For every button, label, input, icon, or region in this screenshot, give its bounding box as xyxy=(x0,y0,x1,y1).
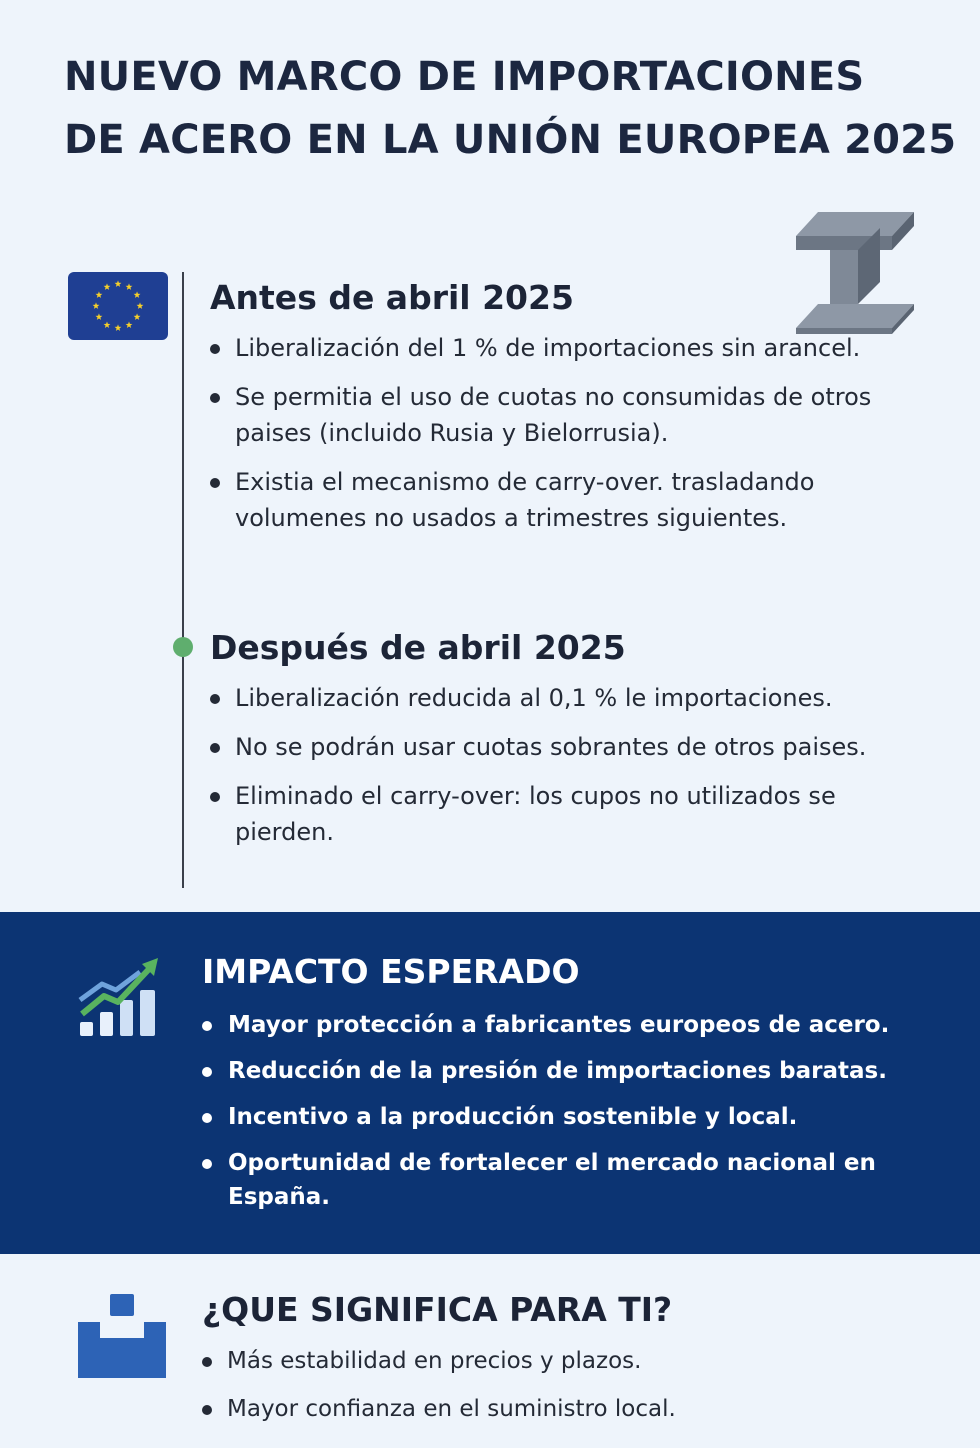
list-item: Liberalización del 1 % de importaciones sin arancel. xyxy=(210,330,930,366)
flag-star xyxy=(126,283,133,290)
list-item: Oportunidad de fortalecer el mercado nacional en España. xyxy=(202,1146,962,1214)
blocks-icon xyxy=(78,1294,166,1378)
flag-star xyxy=(115,324,122,331)
flag-star xyxy=(134,313,141,320)
list-item: Eliminado el carry-over: los cupos no utilizados se pierden. xyxy=(210,778,930,850)
list-item: Mayor protección a fabricantes europeos de acero. xyxy=(202,1008,962,1042)
flag-star xyxy=(96,313,103,320)
meaning-list xyxy=(202,1344,962,1426)
section-after xyxy=(210,626,930,863)
section-impact-heading: IMPACTO ESPERADO xyxy=(202,952,580,991)
growth-chart-icon xyxy=(78,956,164,1038)
eu-flag-stars xyxy=(68,272,168,340)
timeline-dot xyxy=(173,637,193,657)
page-title-line-1: NUEVO MARCO DE IMPORTACIONES xyxy=(64,54,865,100)
flag-star xyxy=(115,280,122,287)
page-title-line-2: DE ACERO EN LA UNIÓN EUROPEA 2025 xyxy=(64,117,957,163)
before-list xyxy=(210,330,930,536)
impact-list xyxy=(202,1008,962,1214)
eu-flag-icon xyxy=(68,272,168,340)
page-title xyxy=(64,46,964,172)
list-item: Se permitia el uso de cuotas no consumidas de otros paises (incluido Rusia y Bielorrusia). xyxy=(210,379,930,451)
flag-star xyxy=(93,302,100,309)
list-item: No se podrán usar cuotas sobrantes de otros paises. xyxy=(210,729,930,765)
list-item: Existia el mecanismo de carry-over. trasladando volumenes no usados a trimestres siguientes. xyxy=(210,464,930,536)
section-meaning-heading: ¿QUE SIGNIFICA PARA TI? xyxy=(202,1290,673,1329)
timeline-line xyxy=(182,272,184,888)
section-before-heading: Antes de abril 2025 xyxy=(210,278,574,317)
flag-star xyxy=(137,302,144,309)
flag-star xyxy=(134,291,141,298)
list-item: Liberalización reducida al 0,1 % le importaciones. xyxy=(210,680,930,716)
flag-star xyxy=(104,321,111,328)
flag-star xyxy=(104,283,111,290)
list-item: Incentivo a la producción sostenible y local. xyxy=(202,1100,962,1134)
list-item: Mayor confianza en el suministro local. xyxy=(202,1392,962,1426)
flag-star xyxy=(96,291,103,298)
section-after-heading: Después de abril 2025 xyxy=(210,628,626,667)
list-item: Más estabilidad en precios y plazos. xyxy=(202,1344,962,1378)
after-list xyxy=(210,680,930,850)
list-item: Reducción de la presión de importaciones baratas. xyxy=(202,1054,962,1088)
section-impact xyxy=(202,950,962,1226)
section-before xyxy=(210,276,930,549)
section-meaning xyxy=(202,1288,962,1440)
flag-star xyxy=(126,321,133,328)
